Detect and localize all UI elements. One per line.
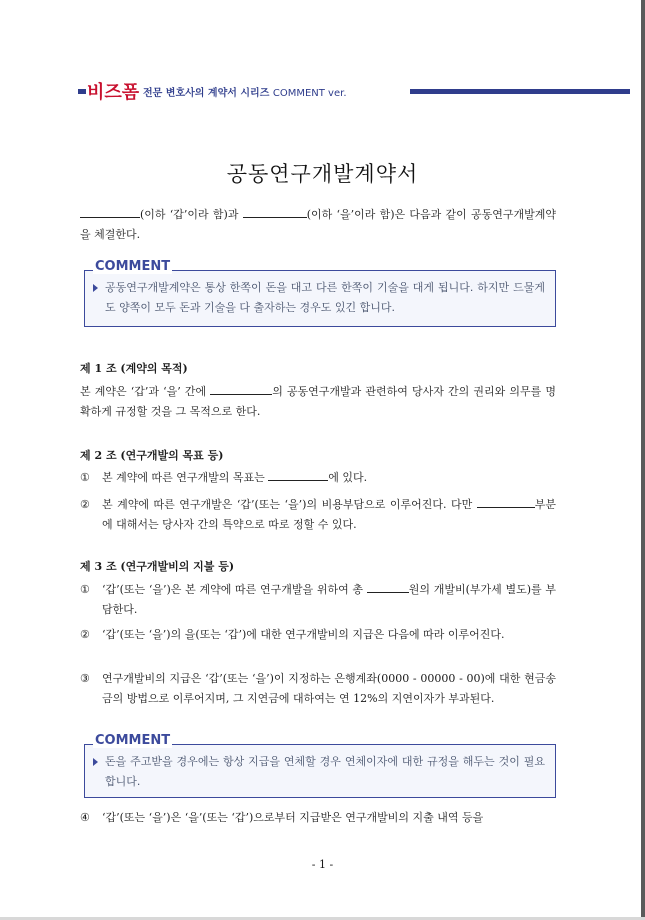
comment-box <box>84 259 556 327</box>
article-3-clause-4 <box>80 808 556 828</box>
header-bar-right <box>410 89 630 94</box>
comment-text: 돈을 주고받을 경우에는 항상 지급을 연체할 경우 연체이자에 대한 규정을 해두는 것이 필요합니다. <box>105 755 545 788</box>
clause-text: 본 계약에 따른 연구개발은 ‘갑’(또는 ‘을’)의 비용부담으로 이루어진다. 다만 <box>102 498 477 511</box>
article-2-clause-1 <box>80 468 556 488</box>
intro-text-2: (이하 ‘을’이라 함)은 다음과 같이 공동연구개발계약을 체결한다. <box>80 208 556 241</box>
clause-number: ④ <box>80 811 90 824</box>
series-version: COMMENT ver. <box>272 88 347 99</box>
comment-label: COMMENT <box>95 259 171 274</box>
clause-text: 본 계약에 따른 연구개발의 목표는 <box>102 471 269 484</box>
series-name: 전문 변호사의 계약서 시리즈 <box>143 88 270 99</box>
clause-text: ‘갑’(또는 ‘을’)의 을(또는 ‘갑’)에 대한 연구개발비의 지급은 다음에 따라 이루어진다. <box>102 628 505 641</box>
comment-label: COMMENT <box>95 733 171 748</box>
clause-number: ① <box>80 583 90 596</box>
article-1-heading: 제 1 조 (계약의 목적) <box>80 362 188 375</box>
article-2-clause-2 <box>80 495 556 535</box>
comment-body <box>85 271 555 324</box>
document-title: 공동연구개발계약서 <box>226 162 419 186</box>
blank-party-a[interactable] <box>80 205 140 218</box>
comment-box <box>84 733 556 798</box>
triangle-bullet-icon <box>93 758 98 766</box>
blank-party-b[interactable] <box>243 205 307 218</box>
article-2-heading: 제 2 조 (연구개발의 목표 등) <box>80 449 224 462</box>
article-3-clause-2 <box>80 625 556 645</box>
header-bar-left <box>78 89 86 94</box>
clause-text: 부분에 대해서는 당사자 간의 특약으로 따로 정할 수 있다. <box>102 498 556 531</box>
intro-paragraph <box>80 205 556 245</box>
blank-part[interactable] <box>477 495 535 508</box>
blank-goal[interactable] <box>268 468 328 481</box>
clause-number: ③ <box>80 672 90 685</box>
clause-text: 연구개발비의 지급은 ‘갑’(또는 ‘을’)이 지정하는 은행계좌(0000 - 00000 - 00)에 대한 현금송금의 방법으로 이루어지며, 그 지연금에 대하여는 연 12%의 지연이자가 부과된다. <box>102 672 556 705</box>
clause-number: ② <box>80 628 90 641</box>
article-1-text-2: 의 공동연구개발과 관련하여 당사자 간의 권리와 의무를 명확하게 규정할 것을 그 목적으로 한다. <box>80 385 556 418</box>
comment-text: 공동연구개발계약은 통상 한쪽이 돈을 대고 다른 한쪽이 기술을 대게 됩니다. 하지만 드물게도 양쪽이 모두 돈과 기술을 다 출자하는 경우도 있긴 합니다. <box>105 281 545 314</box>
article-3-heading: 제 3 조 (연구개발비의 지불 등) <box>80 560 235 573</box>
page-number: - 1 - <box>311 858 334 871</box>
blank-project[interactable] <box>210 382 272 395</box>
blank-amount[interactable] <box>367 580 409 593</box>
series-header <box>0 78 645 102</box>
clause-text: 원의 개발비(부가세 별도)를 부담한다. <box>102 583 556 616</box>
clause-text: 에 있다. <box>328 471 368 484</box>
article-3-clause-3 <box>80 669 556 709</box>
article-1-text-1: 본 계약은 ‘갑’과 ‘을’ 간에 <box>80 385 211 398</box>
series-subtitle <box>143 84 347 99</box>
article-1-body <box>80 382 556 422</box>
clause-text: ‘갑’(또는 ‘을’)은 ‘을’(또는 ‘갑’)으로부터 지급받은 연구개발비의 지출 내역 등을 <box>102 811 484 824</box>
comment-body <box>85 745 555 798</box>
brand-logo: 비즈폼 <box>87 82 140 103</box>
triangle-bullet-icon <box>93 284 98 292</box>
intro-text-1: (이하 ‘갑’이라 함)과 <box>140 208 243 221</box>
clause-number: ① <box>80 471 90 484</box>
clause-number: ② <box>80 498 90 511</box>
article-3-clause-1 <box>80 580 556 620</box>
page-edge-right <box>641 0 645 920</box>
clause-text: ‘갑’(또는 ‘을’)은 본 계약에 따른 연구개발을 위하여 총 <box>102 583 367 596</box>
